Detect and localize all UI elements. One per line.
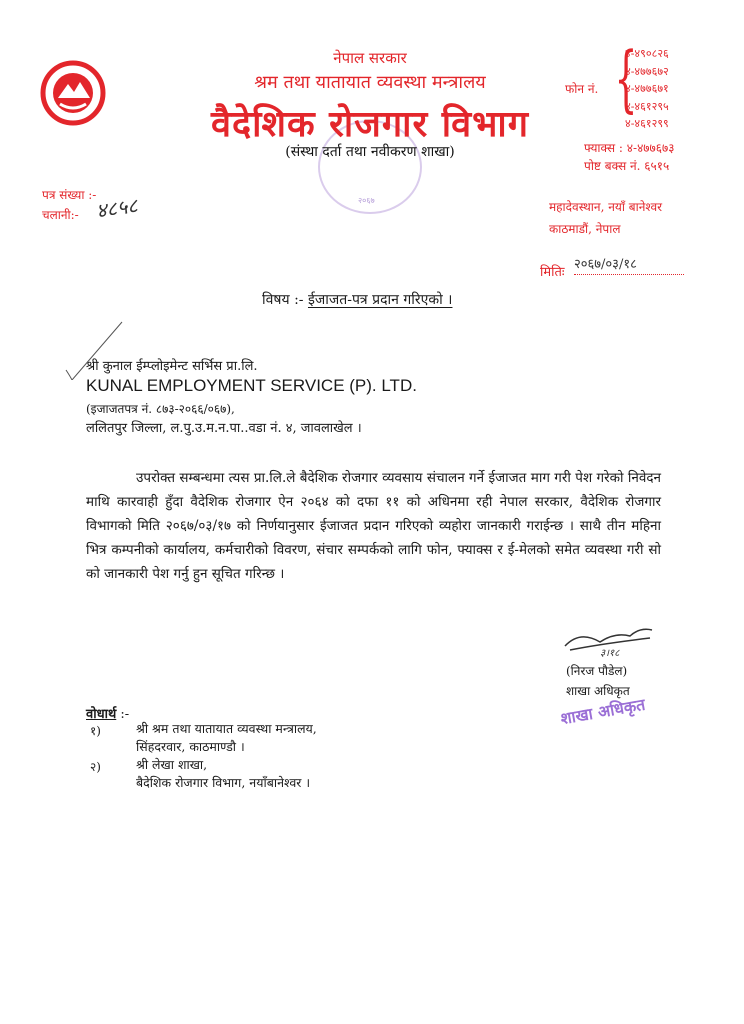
date-value: २०६७/०३/१८: [574, 254, 684, 275]
cc-item-number: २): [90, 760, 101, 774]
cc-heading-suffix: :-: [116, 707, 130, 722]
po-box: पोष्ट बक्स नं. ६५१५: [584, 159, 670, 173]
date-label: मितिः: [540, 265, 565, 280]
subject-text: ईजाजत-पत्र प्रदान गरिएको ।: [307, 292, 453, 308]
cc-item-line: श्री श्रम तथा यातायात व्यवस्था मन्त्रालय,: [136, 721, 317, 736]
subject-label: विषय :-: [262, 292, 304, 308]
cc-item-number: १): [90, 724, 101, 738]
cc-heading: [86, 704, 129, 722]
phone-number: ४-४७७६७१: [625, 82, 669, 95]
nepal-emblem-logo: [40, 60, 106, 126]
seal-number: २०६७: [358, 196, 375, 205]
brace-icon: {: [614, 36, 638, 120]
cc-item-line: सिंहदरवार, काठमाण्डौ ।: [136, 739, 245, 754]
ministry-name: श्रम तथा यातायात व्यवस्था मन्त्रालय: [254, 72, 486, 93]
recipient-license: (इजाजतपत्र नं. ८७३-२०६६/०६७),: [86, 402, 235, 416]
dispatch-number: ४८५८: [94, 193, 140, 223]
government-name: नेपाल सरकार: [333, 49, 407, 67]
phone-number: ४-४६१२९९: [625, 117, 669, 130]
address-line-2: काठमाडौं, नेपाल: [549, 222, 621, 236]
department-name: वैदेशिक रोजगार विभाग: [211, 103, 529, 145]
phone-label: फोन नं.: [565, 82, 599, 96]
branch-name: (संस्था दर्ता तथा नवीकरण शाखा): [285, 144, 455, 160]
cc-heading-label: वोधार्थ: [86, 707, 117, 722]
cc-item-line: बैदेशिक रोजगार विभाग, नयाँबानेश्वर ।: [136, 775, 311, 790]
phone-number: ४-४९०८२६: [625, 47, 669, 60]
subject-line: [262, 290, 452, 309]
letter-number-label: पत्र संख्या :-: [42, 188, 97, 202]
title-stamp: शाखा अधिकृत: [559, 694, 647, 729]
cc-item-line: श्री लेखा शाखा,: [136, 757, 208, 772]
fax-number: फ्याक्स : ४-४७७६७३: [584, 141, 675, 155]
recipient-name-english: KUNAL EMPLOYMENT SERVICE (P). LTD.: [86, 376, 417, 395]
recipient-address: ललितपुर जिल्ला, ल.पु.उ.म.न.पा..वडा नं. ४, जावलाखेल ।: [86, 421, 362, 436]
phone-list: [625, 45, 669, 133]
phone-number: ४-४७७६७२: [625, 64, 669, 78]
signatory-title: शाखा अधिकृत: [566, 684, 630, 698]
letter-body: उपरोक्त सम्बन्धमा त्यस प्रा.लि.ले बैदेशिक रोजगार व्यवसाय संचालन गर्ने ईजाजत माग गरी पेश गरेको निवेदन माथि कारवाही हुँदा वैदेशिक रोजगार ऐन २०६४ को दफा ११ को अधिनमा रही नेपाल सरकार, वैदेशिक रोजगार विभागको मिति २०६७/०३/१७ को निर्णयानुसार ईजाजत प्रदान गरिएको व्यहोरा जानकारी गराईन्छ । साथै तीन महिना भित्र कम्पनीको कार्यालय, कर्मचारीको विवरण, संचार सम्पर्कको लागि फोन, फ्याक्स र ई-मेलको समेत व्यवस्था गरी सो को जानकारी पेश गर्नु हुन सूचित गरिन्छ ।: [86, 470, 661, 582]
recipient-name-nepali: श्री कुनाल ईम्प्लोइमेन्ट सर्भिस प्रा.लि.: [86, 359, 258, 374]
signature-date-note: ३।१८: [600, 648, 620, 659]
phone-number: ४-४६१२९५: [625, 99, 669, 113]
address-line-1: महादेवस्थान, नयाँ बानेश्वर: [549, 200, 663, 214]
dispatch-label: चलानी:-: [42, 208, 79, 222]
signatory-name: (निरज पौडेल): [566, 664, 628, 678]
